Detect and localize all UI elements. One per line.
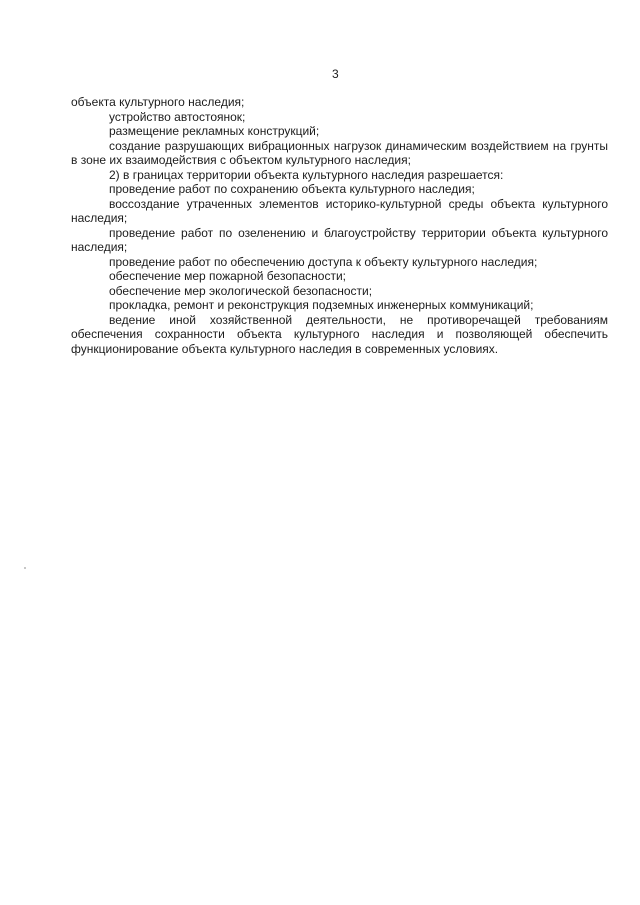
page-number: 3 <box>332 67 339 81</box>
paragraph: прокладка, ремонт и реконструкция подземных инженерных коммуникаций; <box>109 298 534 312</box>
paragraph: устройство автостоянок; <box>109 109 246 124</box>
paragraph: проведение работ по обеспечению доступа к объекту культурного наследия; <box>109 254 538 269</box>
paragraph: обеспечение мер пожарной безопасности; <box>109 269 346 283</box>
paragraph: проведение работ по сохранению объекта культурного наследия; <box>109 182 475 196</box>
paragraph: проведение работ по озеленению и благоустройству территории объекта культурного наследия; <box>71 225 608 254</box>
scan-artifact <box>24 567 26 569</box>
paragraph: 2) в границах территории объекта культурного наследия разрешается: <box>109 167 504 182</box>
paragraph: ведение иной хозяйственной деятельности, не противоречащей требованиям обеспечения сохранности объекта культурного наследия и позволяющей обеспечить функционирование объекта культурного наследия в современных условиях. <box>71 312 608 356</box>
paragraph: обеспечение мер экологической безопасности; <box>109 283 373 298</box>
paragraph: объекта культурного наследия; <box>71 95 245 109</box>
paragraph: размещение рекламных конструкций; <box>109 124 320 138</box>
paragraph: создание разрушающих вибрационных нагрузок динамическим воздействием на грунты в зоне их взаимодействия с объектом культурного наследия; <box>71 138 608 167</box>
paragraph: воссоздание утраченных элементов историко-культурной среды объекта культурного наследия; <box>71 196 608 225</box>
document-body <box>71 95 608 356</box>
